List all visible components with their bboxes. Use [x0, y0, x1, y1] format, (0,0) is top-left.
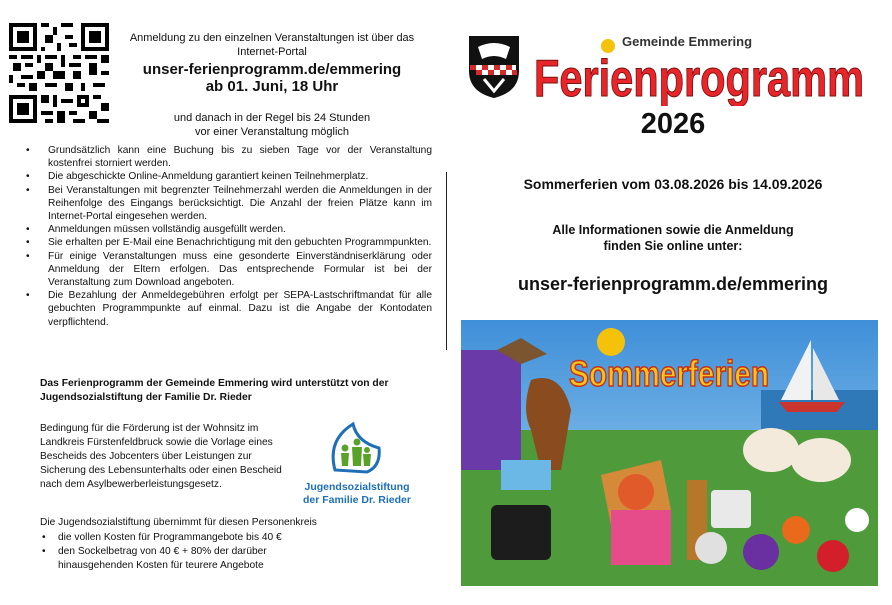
registration-intro: Anmeldung zu den einzelnen Veranstaltungen ist über das Internet-Portal — [129, 32, 415, 58]
support-title: Das Ferienprogramm der Gemeinde Emmering wird unterstützt von der Jugendsozialstiftung der Familie Dr. Rieder — [40, 378, 389, 403]
poster-title: Sommerferien — [569, 353, 769, 394]
coverage-intro: Die Jugendsozialstiftung übernimmt für diesen Personenkreis — [40, 517, 317, 528]
online-info-line: Alle Informationen sowie die Anmeldung — [552, 223, 794, 237]
registration-deadline-line: vor einer Veranstaltung möglich — [194, 126, 350, 138]
rule-item: • Anmeldungen müssen vollständig ausgefüllt werden. — [14, 223, 432, 236]
sun-icon — [597, 328, 625, 356]
brand-wordmark-text: Ferienprogramm — [534, 50, 864, 106]
coverage-item: • die vollen Kosten für Programmangebote bis 40 € — [40, 531, 430, 545]
portal-url[interactable]: unser-ferienprogramm.de/emmering — [142, 61, 402, 78]
municipal-crest-icon — [468, 35, 520, 99]
funding-conditions: Bedingung für die Förderung ist der Wohnsitz im Landkreis Fürstenfeldbruck sowie die Vorlage eines Bescheids des Jobcenters über Leistungen zur Sicherung des Lebensunterhalts oder einen Bescheid nach dem Asylbewerberleistungsgesetz. — [40, 423, 282, 490]
brand-subtitle: Gemeinde Emmering — [622, 34, 753, 49]
coverage-item: • den Sockelbetrag von 40 € + 80% der darüber — [40, 545, 430, 559]
rule-item: • Grundsätzlich kann eine Buchung bis zu sieben Tage vor der Veranstaltung kostenfrei storniert werden. — [14, 144, 432, 170]
registration-deadline-line: und danach in der Regel bis 24 Stunden — [173, 112, 371, 124]
online-url[interactable]: unser-ferienprogramm.de/emmering — [517, 274, 829, 294]
foundation-logo-icon — [297, 420, 417, 476]
brand-wordmark — [530, 38, 870, 106]
portal-start-date: ab 01. Juni, 18 Uhr — [205, 78, 339, 95]
online-info-line: finden Sie online unter: — [603, 239, 743, 253]
rule-item: • Die abgeschickte Online-Anmeldung garantiert keinen Teilnehmerplatz. — [14, 170, 432, 183]
coverage-list — [40, 531, 430, 573]
rule-item: • Die Bezahlung der Anmeldegebühren erfolgt per SEPA-Lastschriftmandat für alle gebuchten Programmpunkte auf einmal. Dazu ist die Angabe der Kontodaten verpflichtend. — [14, 289, 432, 329]
online-info — [460, 222, 886, 254]
foundation-logo-line: Jugendsozialstiftung — [304, 481, 410, 493]
foundation-logo — [297, 420, 417, 506]
foundation-logo-line: der Familie Dr. Rieder — [303, 494, 411, 506]
rules-list — [14, 144, 432, 329]
summer-holidays-dates: Sommerferien vom 03.08.2026 bis 14.09.2026 — [523, 176, 823, 192]
qr-code-icon[interactable] — [9, 23, 109, 123]
rule-item: • Für einige Veranstaltungen muss eine gesonderte Einverständniserklärung oder Anmeldung der Eltern erfolgen. Das entsprechende Formular ist bei der Veranstaltung zum Download angeboten. — [14, 250, 432, 290]
column-divider — [446, 172, 447, 350]
registration-deadline — [112, 111, 432, 139]
program-year: 2026 — [640, 108, 706, 140]
rule-item: • Sie erhalten per E-Mail eine Benachrichtigung mit den gebuchten Programmpunkten. — [14, 236, 432, 249]
coverage-item-continued: hinausgehenden Kosten für teurere Angebote — [58, 560, 264, 571]
summer-poster-illustration — [461, 320, 878, 586]
rule-item: • Bei Veranstaltungen mit begrenzter Teilnehmerzahl werden die Anmeldungen in der Reihenfolge des Eingangs berücksichtigt. Die Anzahl der freien Plätze kann im Internet-Portal eingesehen werden. — [14, 184, 432, 224]
